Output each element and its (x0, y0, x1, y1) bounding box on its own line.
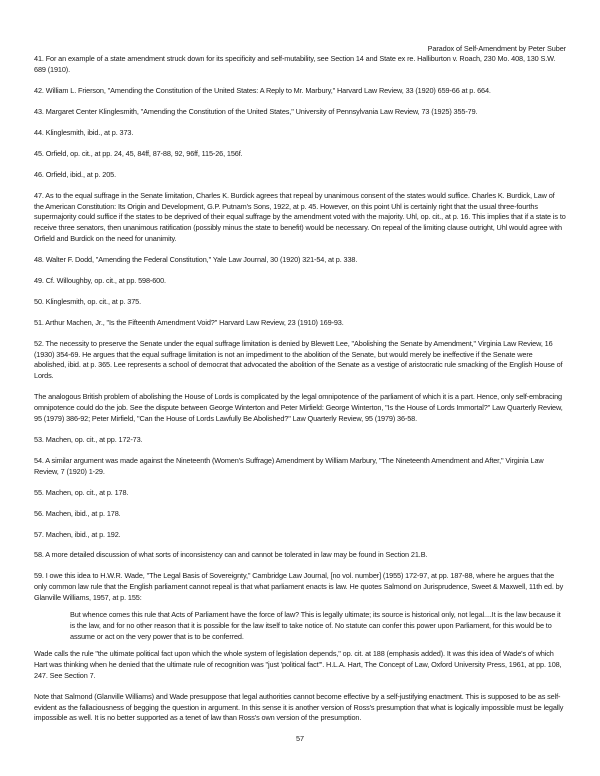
endnote-42: 42. William L. Frierson, "Amending the Constitution of the United States: A Reply to Mr. Marbury," Harvard Law Review, 33 (1920) 659-66 at p. 664. (34, 85, 491, 95)
running-header: Paradox of Self-Amendment by Peter Suber (427, 44, 566, 53)
endnote-59-note: Note that Salmond (Glanville Williams) and Wade presuppose that legal authorities cannot become effective by a self-justifying enactment. This is supposed to be as self-evident as the fallaciousness of begging the question in argument. In this sense it is another version of Ross's presumption that what is logically impossible must be legally impossible as well. It is no better supported as a tenet of law than Ross's own version of the presumption. (34, 691, 564, 723)
endnote-55: 55. Machen, op. cit., at p. 178. (34, 487, 129, 497)
endnote-47: 47. As to the equal suffrage in the Senate limitation, Charles K. Burdick agrees that repeal by unanimous consent of the states would suffice. Charles K. Burdick, Law of the American Constitution: Its Origin and Development, G.P. Putnam's Sons, 1922, at p. 45. However, on this point Uhl is certainly right that the usual three-fourths supermajority could suffice if the states to be deprived of their equal suffrage by the amendment voted with the majority. Uhl, op. cit., at p. 16. This implies that if a state is to receive three senators, then unanimous ratification (possibly minus the state to benefit) would be necessary. On repeal of the limiting clause outright, Uhl would agree with Orfield and Burdick on the need for unanimity. (34, 190, 566, 243)
endnote-52-continued: The analogous British problem of abolishing the House of Lords is complicated by the legal omnipotence of the parliament of which it is a part. Hence, only self-embracing omnipotence could do the job. See the dispute between George Winterton and Peter Mirfield: George Winterton, "Is the House of Lords Immortal?" Law Quarterly Review, 95 (1979) 386-92; Peter Mirfield, "Can the House of Lords Lawfully Be Abolished?" Law Quarterly Review, 95 (1979) 36-58. (34, 392, 563, 423)
endnote-48: 48. Walter F. Dodd, "Amending the Federal Constitution," Yale Law Journal, 30 (1920) 321-54, at p. 338. (34, 254, 358, 264)
endnote-46: 46. Orfield, ibid., at p. 205. (34, 169, 116, 179)
endnote-59: 59. I owe this idea to H.W.R. Wade, "The Legal Basis of Sovereignty," Cambridge Law Journal, [no vol. number] (1955) 172-97, at pp. 187-88, where he argues that the only common law rule that the English parliament cannot repeal is that what parliament enacts is law. He quotes Salmond on Jurisprudence, Sweet & Maxwell, 11th ed. by Glanville Williams, 1957, at p. 155: (34, 571, 564, 603)
block-quote: But whence comes this rule that Acts of Parliament have the force of law? This is legally ultimate; its source is historical only, not legal....It is the law because it is the law, and for no other reason that it is possible for the law itself to take notice of. No statute can confer this power upon Parliament, for this would be to assume or act on the very power that is to be conferred. (70, 610, 561, 641)
endnotes-body (34, 54, 566, 724)
endnote-45: 45. Orfield, op. cit., at pp. 24, 45, 84ff, 87-88, 92, 96ff, 115-26, 156f. (34, 148, 243, 158)
endnote-59-wade: Wade calls the rule "the ultimate political fact upon which the whole system of legislation depends," op. cit. at 188 (emphasis added). It was this idea of Wade's of which Hart was thinking when he denied that the ultimate rule of recognition was "just 'political fact'". H.L.A. Hart, The Concept of Law, Oxford University Press, 1961, at pp. 108, 247. See Section 7. (34, 649, 562, 680)
endnote-54: 54. A similar argument was made against the Nineteenth (Women's Suffrage) Amendment by William Marbury, "The Nineteenth Amendment and After," Virginia Law Review, 7 (1920) 1-29. (34, 455, 544, 476)
endnote-44: 44. Klinglesmith, ibid., at p. 373. (34, 127, 134, 137)
endnote-41: 41. For an example of a state amendment struck down for its specificity and self-mutability, see Section 14 and State ex re. Halliburton v. Roach, 230 Mo. 408, 130 S.W. 689 (1910). (34, 54, 556, 74)
page-number: 57 (295, 734, 305, 743)
endnote-51: 51. Arthur Machen, Jr., "Is the Fifteenth Amendment Void?" Harvard Law Review, 23 (1910) 169-93. (34, 317, 344, 327)
endnote-57: 57. Machen, ibid., at p. 192. (34, 529, 121, 539)
endnote-56: 56. Machen, ibid., at p. 178. (34, 508, 121, 518)
endnote-53: 53. Machen, op. cit., at pp. 172-73. (34, 434, 143, 444)
endnote-49: 49. Cf. Willoughby, op. cit., at pp. 598-600. (34, 275, 166, 285)
endnote-43: 43. Margaret Center Klinglesmith, "Amending the Constitution of the United States," University of Pennsylvania Law Review, 73 (1925) 355-79. (34, 106, 478, 116)
endnote-58: 58. A more detailed discussion of what sorts of inconsistency can and cannot be tolerated in law may be found in Section 21.B. (34, 550, 428, 560)
endnote-50: 50. Klinglesmith, op. cit., at p. 375. (34, 296, 141, 306)
endnote-52: 52. The necessity to preserve the Senate under the equal suffrage limitation is denied by Blewett Lee, "Abolishing the Senate by Amendment," Virginia Law Review, 16 (1930) 354-69. He argues that the equal suffrage limitation is not an impediment to the abolition of the Senate, but would merely be ineffective if the Senate were abolished, ibid. at p. 365. Lee represents a school of democrat that advocated the abolition of the Senate as a vestige of aristocratic rule smacking of the English House of Lords. (34, 338, 563, 381)
